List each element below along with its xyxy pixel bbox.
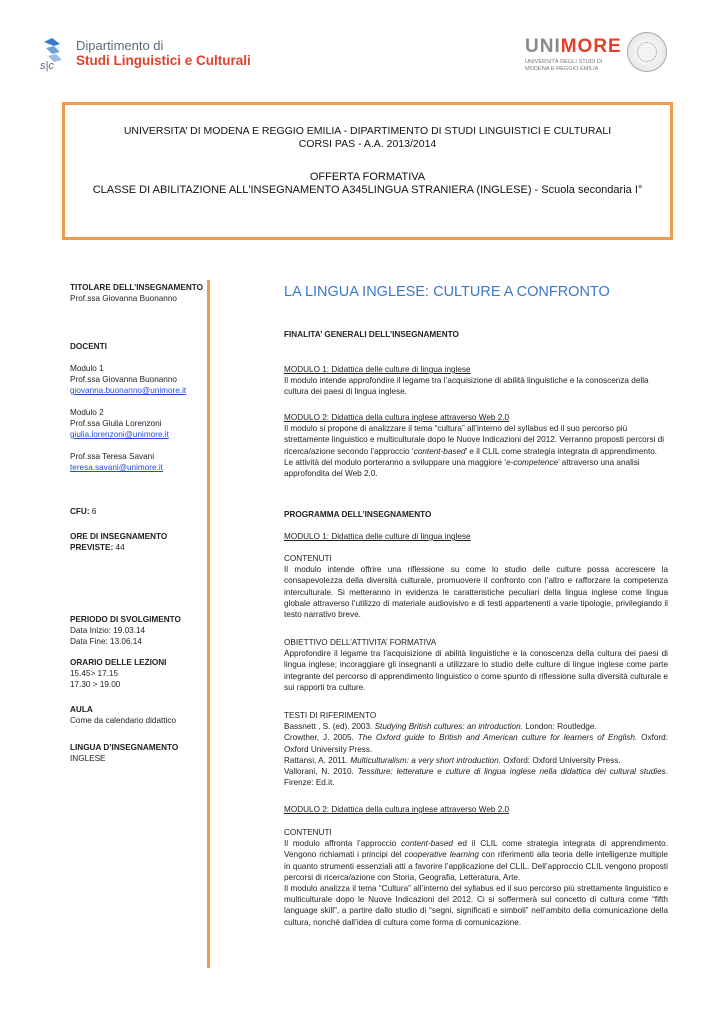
programma-modulo1-contenuti: CONTENUTI Il modulo intende offrire una riflessione su come lo studio delle culture possa accrescere la consapevolezza della diversità culturale, promuovere il confronto con l’altro e rafforzare la competenza interculturale. Si metteranno in evidenza le caratteristiche peculiari della lingua inglese come lingua globale attraverso l’utilizzo di materiale audiovisivo e di testi appartenenti a varie tipologie, privilegiando il testo narrativo breve.: [284, 554, 668, 620]
programma-modulo1-obiettivo: OBIETTIVO DELL’ATTIVITA’ FORMATIVA Approfondire il legame tra l’acquisizione di abilità linguistiche e la conoscenza della cultura dei paesi di lingua inglese; incoraggiare gli insegnanti a utilizzare lo studio delle culture di lingue inglese come parte integrante del percorso di apprendimento linguistico o come spunto di riflessione sulla diversità culturale e sui rapporti tra culture.: [284, 638, 668, 692]
university-seal-icon: [627, 32, 667, 72]
programma-modulo2-title: MODULO 2: Didattica della cultura inglese attraverso Web 2.0: [284, 805, 510, 814]
aula-label: AULA: [70, 705, 93, 714]
docenti-label: DOCENTI: [70, 342, 107, 351]
ore-label2: PREVISTE:: [70, 543, 114, 552]
modulo2-label: Modulo 2: [70, 408, 104, 417]
university-subtitle: UNIVERSITÀ DEGLI STUDI DI MODENA E REGGIO EMILIA: [525, 59, 603, 72]
course-title: LA LINGUA INGLESE: CULTURE A CONFRONTO: [284, 284, 610, 300]
finalita-modulo2-title: MODULO 2: Didattica della cultura inglese attraverso Web 2.0: [284, 413, 510, 422]
column-divider: [207, 280, 210, 968]
modulo2-email-link[interactable]: giulia.lorenzoni@unimore.it: [70, 430, 169, 439]
university-logo: [525, 36, 695, 76]
finalita-modulo1-text: Il modulo intende approfondire il legame tra l’acquisizione di abilità linguistiche e la conoscenza della cultura dei paesi di lingua inglese.: [284, 376, 649, 397]
testi-riferimento: [284, 710, 668, 788]
lingua-block: [70, 742, 178, 764]
docenti-block: [70, 341, 186, 473]
box-line3: OFFERTA FORMATIVA: [309, 171, 426, 183]
box-line2: CORSI PAS - A.A. 2013/2014: [298, 138, 437, 150]
ore-block: [70, 531, 167, 553]
reference-1: Bassnett , S. (ed). 2003. Studying British cultures: an introduction. London: Routledge.: [284, 722, 597, 732]
department-mark: s|c: [40, 60, 54, 72]
titolare-label: TITOLARE DELL’INSEGNAMENTO: [70, 283, 203, 292]
finalita-modulo1-title: MODULO 1: Didattica delle culture di lingua inglese: [284, 365, 471, 374]
data-fine: Data Fine: 13.06.14: [70, 637, 142, 646]
orario-label: ORARIO DELLE LEZIONI: [70, 658, 167, 667]
course-header-box: [62, 102, 673, 240]
finalita-heading: FINALITA’ GENERALI DELL’INSEGNAMENTO: [284, 330, 459, 339]
titolare-value: Prof.ssa Giovanna Buonanno: [70, 294, 177, 303]
titolare-block: [70, 282, 203, 304]
modulo2-teacher: Prof.ssa Giulia Lorenzoni: [70, 419, 162, 428]
programma-heading: PROGRAMMA DELL’INSEGNAMENTO: [284, 510, 432, 519]
department-line2: Studi Linguistici e Culturali: [76, 53, 251, 68]
contenuti-label: CONTENUTI: [284, 554, 332, 563]
orario-slot2: 17.30 > 19.00: [70, 680, 121, 689]
programma-modulo1-title: MODULO 1: Didattica delle culture di lingua inglese: [284, 532, 471, 541]
modulo3-email-link[interactable]: teresa.savani@unimore.it: [70, 463, 163, 472]
data-inizio: Data Inizio: 19.03.14: [70, 626, 146, 635]
finalita-modulo2: MODULO 2: Didattica della cultura inglese attraverso Web 2.0 Il modulo si propone di analizzare il tema “cultura” all’interno del syllabus ed il suo percorso più strettamente linguistico e multiculturale dopo le Nuove Indicazioni del 2012. Verranno proposti percorsi di ricerca/azione secondo l’approccio ‘content-based’ e il CLIL come strategia integrata di apprendimento. Le attività del modulo porteranno a sviluppare una maggiore ‘e-competence’ attraverso una analisi approfondita del Web 2.0.: [284, 413, 665, 479]
box-line1: UNIVERSITA’ DI MODENA E REGGIO EMILIA - DIPARTIMENTO DI STUDI LINGUISTICI E CULTURALI: [123, 125, 612, 137]
finalita-modulo1: [284, 364, 668, 398]
cfu-block: [70, 506, 96, 517]
modulo3-teacher: Prof.ssa Teresa Savani: [70, 452, 155, 461]
lingua-value: INGLESE: [70, 754, 106, 763]
testi-label: TESTI DI RIFERIMENTO: [284, 711, 377, 720]
university-wordmark: UNIMORE: [525, 36, 622, 57]
periodo-label: PERIODO DI SVOLGIMENTO: [70, 615, 181, 624]
department-line1: Dipartimento di: [76, 38, 164, 53]
lingua-label: LINGUA D’INSEGNAMENTO: [70, 743, 179, 752]
modulo1-teacher: Prof.ssa Giovanna Buonanno: [70, 375, 177, 384]
reference-4: Vallorani, N. 2010. Tessiture: letterature e culture di lingua inglese nella didattica dei cultural studies. Firenze: Ed.it.: [284, 767, 669, 788]
programma-modulo2-contenuti: CONTENUTI Il modulo affronta l’approccio content-based ed il CLIL come strategia integrata di apprendimento. Vengono richiamati i principi del cooperative learning con riferimenti alla teoria delle intelligenze multiple in quanto strumenti essenziali atti a favorire l’applicazione del CLIL. Dell’approccio CLIL vengono proposti percorsi di ricerca/azione con Storia, Geografia, Letteratura, Arte. Il modulo analizza il tema “Cultura” all’interno del syllabus ed il suo percorso più strettamente linguistico e multiculturale dopo le Nuove Indicazioni del 2012. Ci si soffermerà sul concetto di cultura come “fifth language skill”, a partire dallo studio di “segni, significati e simboli” nell’ambito della comunicazione della cultura, nonché dall’idea di cultura come forma di comunicazione.: [284, 828, 668, 927]
modulo1-email-link[interactable]: giovanna.buonanno@unimore.it: [70, 386, 187, 395]
box-line4: CLASSE DI ABILITAZIONE ALL'INSEGNAMENTO A345LINGUA STRANIERA (INGLESE) - Scuola secondaria I°: [92, 184, 643, 196]
ore-label: ORE DI INSEGNAMENTO: [70, 532, 168, 541]
reference-2: Crowther, J. 2005. The Oxford guide to British and American culture for learners of English. Oxford: Oxford University Press.: [284, 733, 668, 754]
orario-block: [70, 657, 166, 690]
reference-3: Rattansi, A. 2011. Multiculturalism: a very short introduction. Oxford: Oxford University Press.: [284, 755, 621, 765]
periodo-block: [70, 614, 181, 647]
ore-value: 44: [115, 543, 125, 552]
department-logo: [38, 36, 251, 76]
aula-value: Come da calendario didattico: [70, 716, 177, 725]
modulo1-label: Modulo 1: [70, 364, 104, 373]
aula-block: [70, 704, 176, 726]
orario-slot1: 15.45> 17.15: [70, 669, 119, 678]
cfu-label: CFU:: [70, 507, 90, 516]
obiettivo-label: OBIETTIVO DELL’ATTIVITA’ FORMATIVA: [284, 638, 437, 647]
contenuti-label-2: CONTENUTI: [284, 828, 332, 837]
cfu-value: 6: [91, 507, 97, 516]
